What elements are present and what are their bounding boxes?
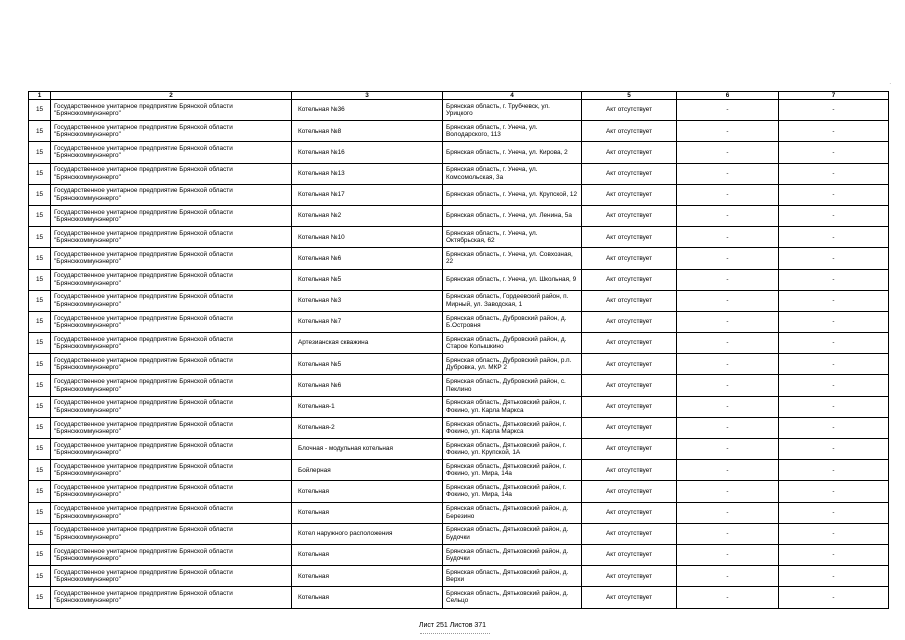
table-row xyxy=(29,481,889,502)
column-7-value: - xyxy=(779,290,889,311)
object-address: Брянская область, Дятьковский район, г. Фокино, ул. Мира, 14а xyxy=(443,481,582,502)
table-row xyxy=(29,354,889,375)
organization-name: Государственное унитарное предприятие Брянской области "Брянсккоммунэнерго" xyxy=(51,269,292,290)
row-number: 15 xyxy=(29,502,51,523)
act-status: Акт отсутствует xyxy=(582,227,677,248)
act-status: Акт отсутствует xyxy=(582,439,677,460)
column-7-value: - xyxy=(779,502,889,523)
column-6-value: - xyxy=(677,523,779,544)
object-address: Брянская область, Дятьковский район, г. Фокино, ул. Крупской, 1А xyxy=(443,439,582,460)
table-row xyxy=(29,460,889,481)
table-row xyxy=(29,417,889,438)
column-6-value: - xyxy=(677,460,779,481)
object-address: Брянская область, г. Унеча, ул. Комсомольская, 3а xyxy=(443,163,582,184)
table-row xyxy=(29,311,889,332)
table-row xyxy=(29,100,889,121)
object-name: Котельная xyxy=(292,566,443,587)
object-address: Брянская область, Дубровский район, с. Пеклино xyxy=(443,375,582,396)
act-status: Акт отсутствует xyxy=(582,587,677,608)
object-name: Котел наружного расположения xyxy=(292,523,443,544)
column-7-value: - xyxy=(779,311,889,332)
table-row xyxy=(29,205,889,226)
object-name: Котельная №13 xyxy=(292,163,443,184)
row-number: 15 xyxy=(29,523,51,544)
row-number: 15 xyxy=(29,566,51,587)
row-number: 15 xyxy=(29,100,51,121)
table-row xyxy=(29,248,889,269)
act-status: Акт отсутствует xyxy=(582,121,677,142)
table-row xyxy=(29,142,889,163)
organization-name: Государственное унитарное предприятие Брянской области "Брянсккоммунэнерго" xyxy=(51,587,292,608)
object-address: Брянская область, Дубровский район, д. Старое Колышкино xyxy=(443,333,582,354)
organization-name: Государственное унитарное предприятие Брянской области "Брянсккоммунэнерго" xyxy=(51,396,292,417)
table-row xyxy=(29,163,889,184)
row-number: 15 xyxy=(29,587,51,608)
column-6-value: - xyxy=(677,566,779,587)
row-number: 15 xyxy=(29,205,51,226)
row-number: 15 xyxy=(29,121,51,142)
column-7-value: - xyxy=(779,100,889,121)
column-7-value: - xyxy=(779,333,889,354)
object-address: Брянская область, г. Унеча, ул. Школьная, 9 xyxy=(443,269,582,290)
row-number: 15 xyxy=(29,142,51,163)
organization-name: Государственное унитарное предприятие Брянской области "Брянсккоммунэнерго" xyxy=(51,311,292,332)
act-status: Акт отсутствует xyxy=(582,142,677,163)
act-status: Акт отсутствует xyxy=(582,375,677,396)
act-status: Акт отсутствует xyxy=(582,100,677,121)
column-7-value: - xyxy=(779,544,889,565)
column-6-value: - xyxy=(677,100,779,121)
object-address: Брянская область, Дятьковский район, д. Сельцо xyxy=(443,587,582,608)
object-address: Брянская область, Дубровский район, р.п. Дубровка, ул. МКР 2 xyxy=(443,354,582,375)
column-header-1: 1 xyxy=(29,92,51,100)
act-status: Акт отсутствует xyxy=(582,566,677,587)
column-7-value: - xyxy=(779,587,889,608)
act-status: Акт отсутствует xyxy=(582,523,677,544)
object-address: Брянская область, Дятьковский район, г. Фокино, ул. Мира, 14а xyxy=(443,460,582,481)
act-status: Акт отсутствует xyxy=(582,544,677,565)
object-address: Брянская область, Гордеевский район, п. Мирный, ул. Заводская, 1 xyxy=(443,290,582,311)
column-7-value: - xyxy=(779,142,889,163)
page-number: Лист 251 Листов 371 xyxy=(418,622,487,629)
organization-name: Государственное унитарное предприятие Брянской области "Брянсккоммунэнерго" xyxy=(51,121,292,142)
column-6-value: - xyxy=(677,184,779,205)
act-status: Акт отсутствует xyxy=(582,163,677,184)
column-6-value: - xyxy=(677,439,779,460)
organization-name: Государственное унитарное предприятие Брянской области "Брянсккоммунэнерго" xyxy=(51,184,292,205)
column-7-value: - xyxy=(779,163,889,184)
row-number: 15 xyxy=(29,375,51,396)
act-status: Акт отсутствует xyxy=(582,269,677,290)
object-address: Брянская область, г. Унеча, ул. Ленина, 5а xyxy=(443,205,582,226)
column-header-2: 2 xyxy=(51,92,292,100)
object-address: Брянская область, г. Унеча, ул. Крупской, 12 xyxy=(443,184,582,205)
column-header-3: 3 xyxy=(292,92,443,100)
object-name: Котельная-1 xyxy=(292,396,443,417)
act-status: Акт отсутствует xyxy=(582,205,677,226)
organization-name: Государственное унитарное предприятие Брянской области "Брянсккоммунэнерго" xyxy=(51,439,292,460)
document-table xyxy=(28,91,889,609)
object-address: Брянская область, Дятьковский район, д. Будочки xyxy=(443,544,582,565)
object-name: Котельная №5 xyxy=(292,269,443,290)
table-row xyxy=(29,523,889,544)
column-6-value: - xyxy=(677,354,779,375)
column-7-value: - xyxy=(779,248,889,269)
object-address: Брянская область, Дубровский район, д. Б.Островня xyxy=(443,311,582,332)
column-7-value: - xyxy=(779,439,889,460)
row-number: 15 xyxy=(29,184,51,205)
act-status: Акт отсутствует xyxy=(582,460,677,481)
row-number: 15 xyxy=(29,163,51,184)
column-6-value: - xyxy=(677,248,779,269)
row-number: 15 xyxy=(29,354,51,375)
act-status: Акт отсутствует xyxy=(582,354,677,375)
object-name: Котельная №8 xyxy=(292,121,443,142)
column-7-value: - xyxy=(779,354,889,375)
object-address: Брянская область, Дятьковский район, г. Фокино, ул. Карла Маркса xyxy=(443,417,582,438)
organization-name: Государственное унитарное предприятие Брянской области "Брянсккоммунэнерго" xyxy=(51,142,292,163)
column-6-value: - xyxy=(677,269,779,290)
column-6-value: - xyxy=(677,227,779,248)
table-row xyxy=(29,375,889,396)
column-header-7: 7 xyxy=(779,92,889,100)
object-name: Котельная №17 xyxy=(292,184,443,205)
table-row xyxy=(29,184,889,205)
table-row xyxy=(29,587,889,608)
act-status: Акт отсутствует xyxy=(582,248,677,269)
row-number: 15 xyxy=(29,481,51,502)
object-address: Брянская область, Дятьковский район, д. Березино xyxy=(443,502,582,523)
column-7-value: - xyxy=(779,375,889,396)
column-6-value: - xyxy=(677,587,779,608)
object-name: Котельная №36 xyxy=(292,100,443,121)
column-header-4: 4 xyxy=(443,92,582,100)
column-7-value: - xyxy=(779,121,889,142)
column-7-value: - xyxy=(779,396,889,417)
column-6-value: - xyxy=(677,290,779,311)
object-address: Брянская область, г. Унеча, ул. Октябрьская, 62 xyxy=(443,227,582,248)
object-name: Бойлерная xyxy=(292,460,443,481)
column-6-value: - xyxy=(677,311,779,332)
table-row xyxy=(29,333,889,354)
row-number: 15 xyxy=(29,248,51,269)
object-address: Брянская область, Дятьковский район, д. Верхи xyxy=(443,566,582,587)
organization-name: Государственное унитарное предприятие Брянской области "Брянсккоммунэнерго" xyxy=(51,523,292,544)
object-name: Котельная xyxy=(292,587,443,608)
object-address: Брянская область, Дятьковский район, д. Будочки xyxy=(443,523,582,544)
column-7-value: - xyxy=(779,269,889,290)
act-status: Акт отсутствует xyxy=(582,333,677,354)
column-7-value: - xyxy=(779,566,889,587)
organization-name: Государственное унитарное предприятие Брянской области "Брянсккоммунэнерго" xyxy=(51,290,292,311)
table-row xyxy=(29,227,889,248)
row-number: 15 xyxy=(29,269,51,290)
object-name: Котельная №7 xyxy=(292,311,443,332)
object-address: Брянская область, Дятьковский район, г. Фокино, ул. Карла Маркса xyxy=(443,396,582,417)
column-6-value: - xyxy=(677,163,779,184)
column-7-value: - xyxy=(779,227,889,248)
column-6-value: - xyxy=(677,375,779,396)
object-address: Брянская область, г. Унеча, ул. Совхозная, 22 xyxy=(443,248,582,269)
object-name: Блочная - модульная котельная xyxy=(292,439,443,460)
act-status: Акт отсутствует xyxy=(582,184,677,205)
organization-name: Государственное унитарное предприятие Брянской области "Брянсккоммунэнерго" xyxy=(51,544,292,565)
organization-name: Государственное унитарное предприятие Брянской области "Брянсккоммунэнерго" xyxy=(51,248,292,269)
object-name: Котельная №10 xyxy=(292,227,443,248)
table-row xyxy=(29,439,889,460)
organization-name: Государственное унитарное предприятие Брянской области "Брянсккоммунэнерго" xyxy=(51,460,292,481)
footer-rule xyxy=(420,633,490,634)
row-number: 15 xyxy=(29,439,51,460)
organization-name: Государственное унитарное предприятие Брянской области "Брянсккоммунэнерго" xyxy=(51,417,292,438)
organization-name: Государственное унитарное предприятие Брянской области "Брянсккоммунэнерго" xyxy=(51,502,292,523)
table-row xyxy=(29,269,889,290)
object-name: Котельная №6 xyxy=(292,375,443,396)
column-6-value: - xyxy=(677,142,779,163)
organization-name: Государственное унитарное предприятие Брянской области "Брянсккоммунэнерго" xyxy=(51,227,292,248)
column-6-value: - xyxy=(677,121,779,142)
row-number: 15 xyxy=(29,311,51,332)
row-number: 15 xyxy=(29,544,51,565)
column-7-value: - xyxy=(779,205,889,226)
act-status: Акт отсутствует xyxy=(582,417,677,438)
act-status: Акт отсутствует xyxy=(582,396,677,417)
table-row xyxy=(29,502,889,523)
row-number: 15 xyxy=(29,460,51,481)
object-name: Котельная №2 xyxy=(292,205,443,226)
column-6-value: - xyxy=(677,205,779,226)
column-7-value: - xyxy=(779,481,889,502)
column-6-value: - xyxy=(677,502,779,523)
organization-name: Государственное унитарное предприятие Брянской области "Брянсккоммунэнерго" xyxy=(51,163,292,184)
object-name: Артезианская скважина xyxy=(292,333,443,354)
object-name: Котельная xyxy=(292,544,443,565)
organization-name: Государственное унитарное предприятие Брянской области "Брянсккоммунэнерго" xyxy=(51,205,292,226)
column-6-value: - xyxy=(677,333,779,354)
table-row xyxy=(29,121,889,142)
row-number: 15 xyxy=(29,333,51,354)
object-name: Котельная №5 xyxy=(292,354,443,375)
object-name: Котельная-2 xyxy=(292,417,443,438)
object-address: Брянская область, г. Трубчевск, ул. Урицкого xyxy=(443,100,582,121)
column-6-value: - xyxy=(677,417,779,438)
table-row xyxy=(29,566,889,587)
column-6-value: - xyxy=(677,481,779,502)
organization-name: Государственное унитарное предприятие Брянской области "Брянсккоммунэнерго" xyxy=(51,375,292,396)
act-status: Акт отсутствует xyxy=(582,502,677,523)
column-7-value: - xyxy=(779,460,889,481)
organization-name: Государственное унитарное предприятие Брянской области "Брянсккоммунэнерго" xyxy=(51,333,292,354)
object-address: Брянская область, г. Унеча, ул. Володарского, 113 xyxy=(443,121,582,142)
organization-name: Государственное унитарное предприятие Брянской области "Брянсккоммунэнерго" xyxy=(51,481,292,502)
object-address: Брянская область, г. Унеча, ул. Кирова, 2 xyxy=(443,142,582,163)
row-number: 15 xyxy=(29,227,51,248)
column-6-value: - xyxy=(677,544,779,565)
organization-name: Государственное унитарное предприятие Брянской области "Брянсккоммунэнерго" xyxy=(51,100,292,121)
act-status: Акт отсутствует xyxy=(582,481,677,502)
object-name: Котельная №16 xyxy=(292,142,443,163)
table-row xyxy=(29,396,889,417)
scan-mark: . xyxy=(889,80,891,86)
column-header-6: 6 xyxy=(677,92,779,100)
column-6-value: - xyxy=(677,396,779,417)
row-number: 15 xyxy=(29,290,51,311)
act-status: Акт отсутствует xyxy=(582,290,677,311)
table-header-row xyxy=(29,92,889,100)
act-status: Акт отсутствует xyxy=(582,311,677,332)
organization-name: Государственное унитарное предприятие Брянской области "Брянсккоммунэнерго" xyxy=(51,566,292,587)
organization-name: Государственное унитарное предприятие Брянской области "Брянсккоммунэнерго" xyxy=(51,354,292,375)
object-name: Котельная №6 xyxy=(292,248,443,269)
object-name: Котельная xyxy=(292,481,443,502)
column-7-value: - xyxy=(779,184,889,205)
column-7-value: - xyxy=(779,523,889,544)
table-body xyxy=(29,100,889,609)
object-name: Котельная №3 xyxy=(292,290,443,311)
table-row xyxy=(29,290,889,311)
column-7-value: - xyxy=(779,417,889,438)
table-row xyxy=(29,544,889,565)
row-number: 15 xyxy=(29,417,51,438)
object-name: Котельная xyxy=(292,502,443,523)
row-number: 15 xyxy=(29,396,51,417)
column-header-5: 5 xyxy=(582,92,677,100)
